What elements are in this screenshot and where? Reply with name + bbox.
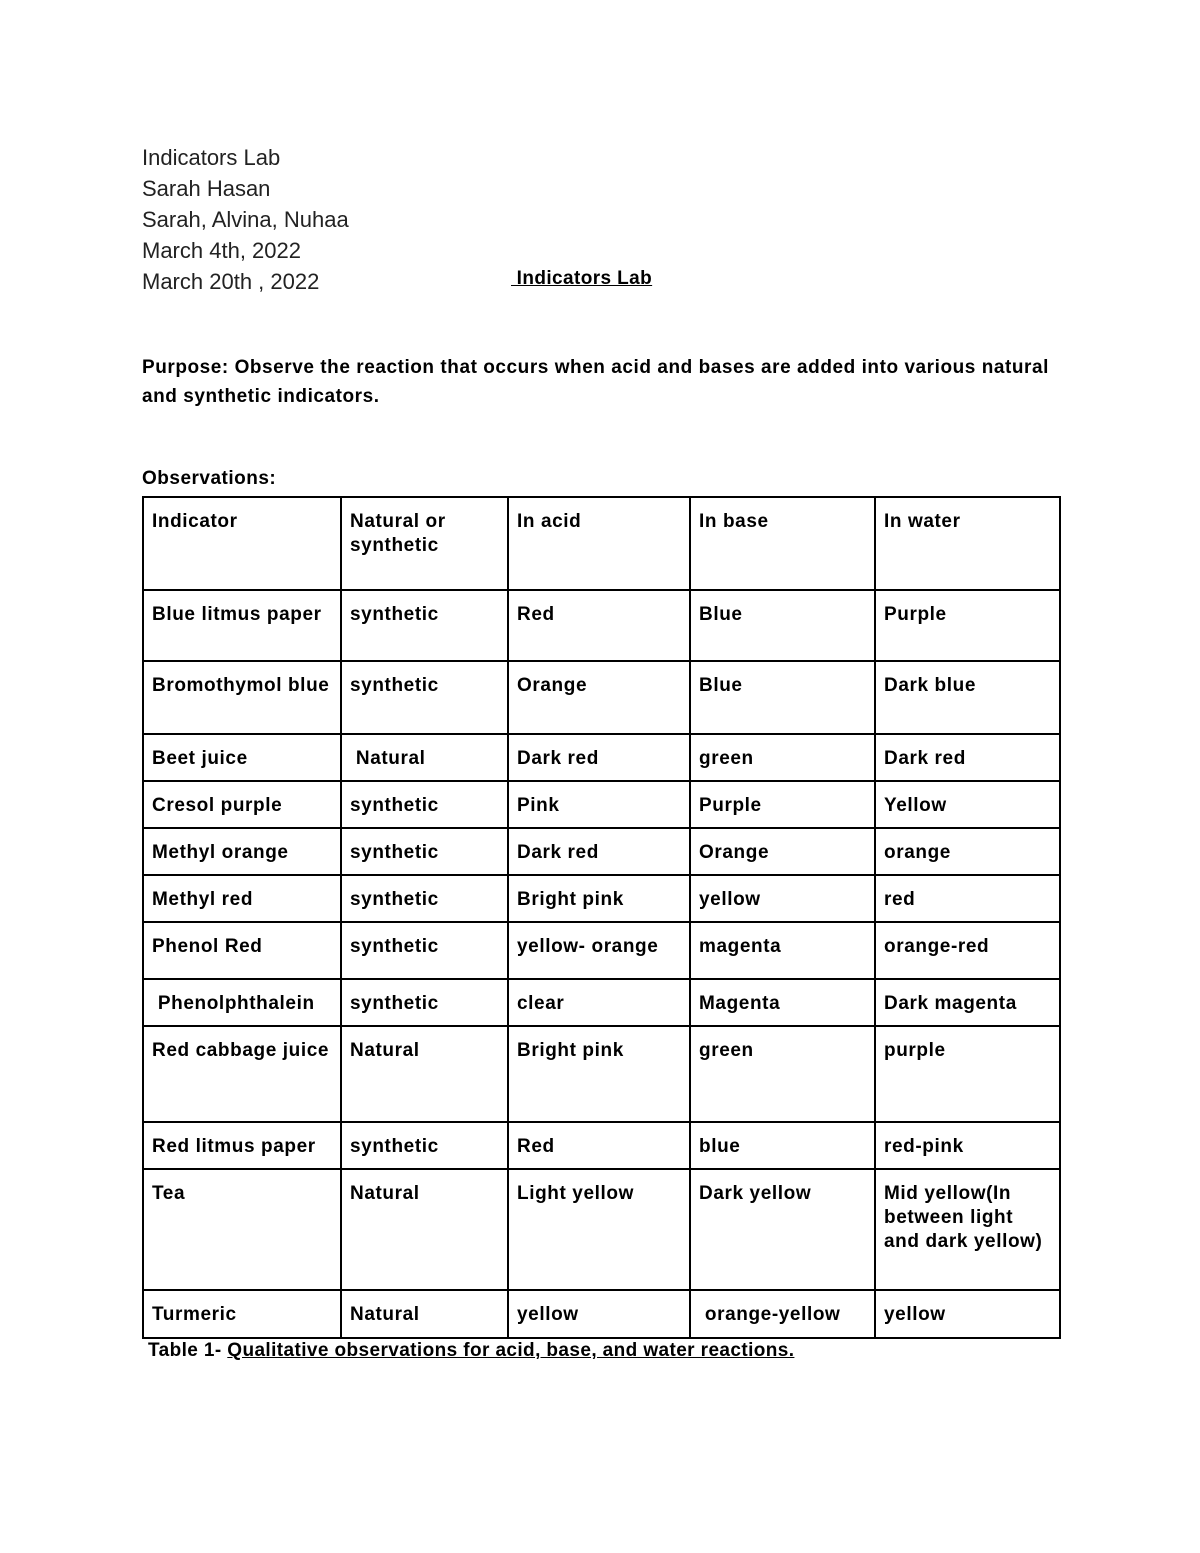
table-cell: Tea bbox=[143, 1169, 341, 1290]
table-cell: blue bbox=[690, 1122, 875, 1169]
table-cell: green bbox=[690, 734, 875, 781]
table-row bbox=[143, 1290, 1060, 1338]
purpose-statement: Purpose: Observe the reaction that occurs when acid and bases are added into various natural and synthetic indicators. bbox=[142, 357, 1049, 407]
table-cell: Methyl red bbox=[143, 875, 341, 922]
table-cell: Natural bbox=[341, 1169, 508, 1290]
table-cell: purple bbox=[875, 1026, 1060, 1122]
table-cell: Cresol purple bbox=[143, 781, 341, 828]
table-cell: Natural bbox=[341, 1290, 508, 1338]
header-block bbox=[142, 142, 349, 297]
table-cell: Orange bbox=[508, 661, 690, 734]
table-cell: Natural bbox=[341, 1026, 508, 1122]
table-cell: Beet juice bbox=[143, 734, 341, 781]
table-cell: Pink bbox=[508, 781, 690, 828]
table-cell: synthetic bbox=[341, 828, 508, 875]
start-date: March 4th, 2022 bbox=[142, 238, 301, 263]
group-members: Sarah, Alvina, Nuhaa bbox=[142, 207, 349, 232]
table-cell: Purple bbox=[875, 590, 1060, 661]
table-row bbox=[143, 979, 1060, 1026]
header-cell: In water bbox=[875, 497, 1060, 590]
table-cell: Red cabbage juice bbox=[143, 1026, 341, 1122]
table-cell: Dark yellow bbox=[690, 1169, 875, 1290]
caption-label: Table 1- bbox=[148, 1340, 228, 1361]
table-row bbox=[143, 875, 1060, 922]
due-date: March 20th , 2022 bbox=[142, 269, 320, 294]
table-cell: Phenol Red bbox=[143, 922, 341, 979]
table-cell: magenta bbox=[690, 922, 875, 979]
table-cell: Red bbox=[508, 1122, 690, 1169]
table-cell: synthetic bbox=[341, 661, 508, 734]
table-cell: orange-yellow bbox=[690, 1290, 875, 1338]
table-cell: red bbox=[875, 875, 1060, 922]
table-row bbox=[143, 828, 1060, 875]
table-row bbox=[143, 590, 1060, 661]
table-cell: Turmeric bbox=[143, 1290, 341, 1338]
table-cell: orange-red bbox=[875, 922, 1060, 979]
table-cell: Red bbox=[508, 590, 690, 661]
table-cell: Bromothymol blue bbox=[143, 661, 341, 734]
table-cell: red-pink bbox=[875, 1122, 1060, 1169]
document-title: Indicators Lab bbox=[511, 268, 653, 289]
table-cell: yellow bbox=[875, 1290, 1060, 1338]
table-cell: green bbox=[690, 1026, 875, 1122]
table-cell: Blue bbox=[690, 661, 875, 734]
table-cell: yellow bbox=[690, 875, 875, 922]
table-row bbox=[143, 922, 1060, 979]
table-cell: yellow bbox=[508, 1290, 690, 1338]
table-cell: Dark red bbox=[508, 828, 690, 875]
table-cell: Purple bbox=[690, 781, 875, 828]
table-cell: synthetic bbox=[341, 922, 508, 979]
table-cell: synthetic bbox=[341, 1122, 508, 1169]
table-row bbox=[143, 1169, 1060, 1290]
table-caption bbox=[148, 1340, 794, 1362]
table-cell: Magenta bbox=[690, 979, 875, 1026]
table-cell: Blue litmus paper bbox=[143, 590, 341, 661]
header-cell: Indicator bbox=[143, 497, 341, 590]
caption-text: Qualitative observations for acid, base, and water reactions. bbox=[227, 1340, 795, 1361]
table-cell: Mid yellow(In between light and dark yellow) bbox=[875, 1169, 1060, 1290]
table-cell: synthetic bbox=[341, 875, 508, 922]
author-name: Sarah Hasan bbox=[142, 176, 271, 201]
table-cell: clear bbox=[508, 979, 690, 1026]
table-cell: Natural bbox=[341, 734, 508, 781]
table-header-row bbox=[143, 497, 1060, 590]
table-row bbox=[143, 734, 1060, 781]
observations-table bbox=[142, 496, 1061, 1339]
table-cell: Dark red bbox=[508, 734, 690, 781]
table-row bbox=[143, 1122, 1060, 1169]
table-cell: Methyl orange bbox=[143, 828, 341, 875]
observations-heading: Observations: bbox=[142, 468, 277, 489]
table-cell: Bright pink bbox=[508, 875, 690, 922]
table-cell: Orange bbox=[690, 828, 875, 875]
table-row bbox=[143, 661, 1060, 734]
table-cell: synthetic bbox=[341, 979, 508, 1026]
header-cell: Natural or synthetic bbox=[341, 497, 508, 590]
table-cell: Blue bbox=[690, 590, 875, 661]
table-cell: Yellow bbox=[875, 781, 1060, 828]
lab-name: Indicators Lab bbox=[142, 145, 281, 170]
table-cell: orange bbox=[875, 828, 1060, 875]
table-cell: yellow- orange bbox=[508, 922, 690, 979]
table-row bbox=[143, 1026, 1060, 1122]
table-cell: Dark magenta bbox=[875, 979, 1060, 1026]
table-cell: Dark red bbox=[875, 734, 1060, 781]
table-cell: Phenolphthalein bbox=[143, 979, 341, 1026]
header-cell: In base bbox=[690, 497, 875, 590]
header-cell: In acid bbox=[508, 497, 690, 590]
table-cell: Light yellow bbox=[508, 1169, 690, 1290]
table-cell: Dark blue bbox=[875, 661, 1060, 734]
table-cell: Bright pink bbox=[508, 1026, 690, 1122]
table-cell: synthetic bbox=[341, 590, 508, 661]
table-cell: synthetic bbox=[341, 781, 508, 828]
table-row bbox=[143, 781, 1060, 828]
table-cell: Red litmus paper bbox=[143, 1122, 341, 1169]
